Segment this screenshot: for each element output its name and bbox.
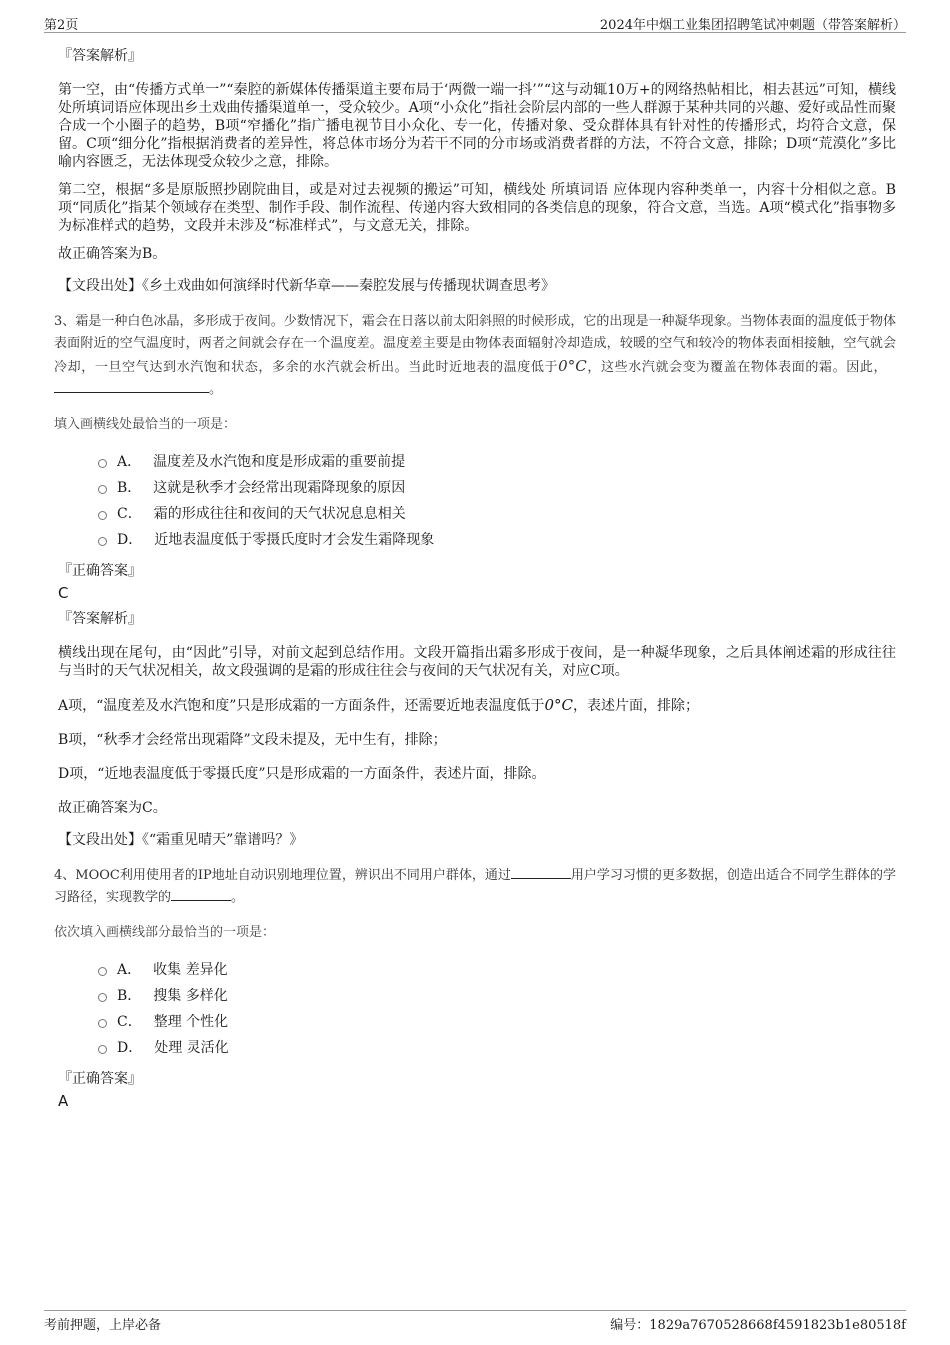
document-title: 2024年中烟工业集团招聘笔试冲刺题（带答案解析） xyxy=(599,18,906,33)
radio-icon[interactable] xyxy=(98,1045,107,1054)
radio-icon[interactable] xyxy=(98,511,107,520)
q2-analysis-label: 『答案解析』 xyxy=(58,48,142,64)
q3-analysis-option-a xyxy=(58,696,896,715)
q3-option-b[interactable] xyxy=(98,474,896,500)
q4-question-text xyxy=(54,865,896,909)
q3-options xyxy=(98,448,896,552)
option-text: 搜集 多样化 xyxy=(153,988,228,1004)
option-text: 霜的形成往往和夜间的天气状况息息相关 xyxy=(153,506,406,522)
radio-icon[interactable] xyxy=(98,485,107,494)
q3-analysis-paragraph-1: 横线出现在尾句，由“因此”引导，对前文起到总结作用。文段开篇指出霜多形成于夜间，是一种凝华现象，之后具体阐述霜的形成往往与当时的天气状况相关，故文段强调的是霜的形成往往会与夜间的天气状况有关，对应C项。 xyxy=(58,645,896,679)
q3-analysis-a-text-end: ，表述片面，排除； xyxy=(572,698,699,714)
q4-answer-blank-1 xyxy=(511,866,571,879)
option-letter: B． xyxy=(117,480,142,496)
q3-text-part1: 3、霜是一种白色冰晶，多形成于夜间。少数情况下，霜会在日落以前太阳斜照的时候形成，它的出现是一种凝华现象。当物体表面的温度低于物体表面附近的空气温度时，两者之间就会存在一个温度差。温度差主要是由物体表面辐射冷却造成，较暖的空气和较冷的物体表面相接触，空气就会冷却，一旦空气达到水汽饱和状态，多余的水汽就会析出。当此时近地表的温度低于 xyxy=(54,314,896,375)
q3-text-part2: ，这些水汽就会变为覆盖在物体表面的霜。因此， xyxy=(586,360,888,375)
footer-slogan: 考前押题，上岸必备 xyxy=(44,1318,162,1333)
page-footer xyxy=(44,1310,906,1333)
q4-option-b[interactable] xyxy=(98,982,896,1008)
q4-answer: A xyxy=(58,1092,69,1110)
q3-conclusion: 故正确答案为C。 xyxy=(58,800,167,816)
q3-analysis-label: 『答案解析』 xyxy=(58,611,142,627)
option-text: 收集 差异化 xyxy=(153,962,228,978)
option-text: 温度差及水汽饱和度是形成霜的重要前提 xyxy=(153,454,406,470)
q2-conclusion: 故正确答案为B。 xyxy=(58,246,167,262)
option-letter: C． xyxy=(117,1014,142,1030)
option-letter: D． xyxy=(117,532,143,548)
page-header xyxy=(44,12,906,33)
q3-source: 【文段出处】《“霜重见晴天”靠谱吗？》 xyxy=(58,832,304,848)
q3-answer-label: 『正确答案』 xyxy=(58,563,142,579)
q3-answer-blank xyxy=(54,380,209,393)
page-number: 第2页 xyxy=(44,18,79,33)
q4-options xyxy=(98,956,896,1060)
footer-code-value: 1829a7670528668f4591823b1e80518f xyxy=(649,1318,906,1333)
q3-text-end: 。 xyxy=(209,382,223,397)
radio-icon[interactable] xyxy=(98,993,107,1002)
option-letter: A． xyxy=(117,962,142,978)
page-content xyxy=(56,45,896,1116)
radio-icon[interactable] xyxy=(98,1019,107,1028)
q3-analysis-option-b: B项，“秋季才会经常出现霜降”文段未提及，无中生有，排除； xyxy=(58,732,447,748)
q3-math-temperature: 0°C xyxy=(558,357,587,375)
option-text: 近地表温度低于零摄氏度时才会发生霜降现象 xyxy=(154,532,435,548)
q4-option-c[interactable] xyxy=(98,1008,896,1034)
q4-text-part2: 用户学习习惯的更多数据，创造出适合不同学生群体的学习路径，实现教学的 xyxy=(54,868,896,905)
q4-text-end: 。 xyxy=(231,890,245,905)
q4-answer-label: 『正确答案』 xyxy=(58,1071,142,1087)
q4-text-part1: 4、MOOC利用使用者的IP地址自动识别地理位置，辨识出不同用户群体，通过 xyxy=(54,868,511,883)
option-letter: C． xyxy=(117,506,142,522)
option-text: 处理 灵活化 xyxy=(154,1040,229,1056)
q4-answer-blank-2 xyxy=(171,888,231,901)
q3-answer: C xyxy=(58,584,69,602)
q2-source: 【文段出处】《乡土戏曲如何演绎时代新华章——秦腔发展与传播现状调查思考》 xyxy=(58,278,555,294)
q3-question-text xyxy=(54,311,896,401)
q3-analysis-option-d: D项，“近地表温度低于零摄氏度”只是形成霜的一方面条件，表述片面，排除。 xyxy=(58,766,546,782)
q4-option-d[interactable] xyxy=(98,1034,896,1060)
option-letter: A． xyxy=(117,454,142,470)
radio-icon[interactable] xyxy=(98,967,107,976)
q3-option-d[interactable] xyxy=(98,526,896,552)
q3-option-c[interactable] xyxy=(98,500,896,526)
option-letter: D． xyxy=(117,1040,143,1056)
q2-analysis-paragraph-2: 第二空，根据“多是原版照抄剧院曲目，或是对过去视频的搬运”可知，横线处 所填词语 应体现内容种类单一，内容十分相似之意。B项“同质化”指某个领域存在类型、制作手段、制作流程、传递内容大致相同的各类信息的现象，符合文意，当选。A项“模式化”指事物多为标准样式的趋势，文段并未涉及“标准样式”，与文意无关，排除。 xyxy=(58,182,896,234)
q3-analysis-math: 0°C xyxy=(544,696,573,714)
option-letter: B． xyxy=(117,988,142,1004)
radio-icon[interactable] xyxy=(98,537,107,546)
footer-code xyxy=(610,1314,906,1333)
q4-option-a[interactable] xyxy=(98,956,896,982)
q3-option-a[interactable] xyxy=(98,448,896,474)
q4-prompt: 依次填入画横线部分最恰当的一项是： xyxy=(54,925,276,940)
radio-icon[interactable] xyxy=(98,459,107,468)
q2-analysis-paragraph-1: 第一空，由“传播方式单一”“秦腔的新媒体传播渠道主要布局于‘两微一端一抖’”“这与动辄10万+的网络热帖相比，相去甚远”可知，横线处所填词语应体现出乡土戏曲传播渠道单一，受众较少。A项“小众化”指社会阶层内部的一些人群源于某种共同的兴趣、爱好或品性而聚合成一个小圈子的趋势，B项“窄播化”指广播电视节目小众化、专一化，传播对象、受众群体具有针对性的传播形式，均符合文意，保留。C项“细分化”指根据消费者的差异性，将总体市场分为若干不同的分市场或消费者群的方法，不符合文意，排除；D项“荒漠化”多比喻内容匮乏，无法体现受众较少之意，排除。 xyxy=(58,82,896,170)
option-text: 这就是秋季才会经常出现霜降现象的原因 xyxy=(153,480,406,496)
q3-analysis-a-text: A项，“温度差及水汽饱和度”只是形成霜的一方面条件，还需要近地表温度低于 xyxy=(58,698,545,714)
q3-prompt: 填入画横线处最恰当的一项是： xyxy=(54,417,237,432)
footer-code-label: 编号： xyxy=(610,1318,650,1333)
option-text: 整理 个性化 xyxy=(153,1014,229,1030)
